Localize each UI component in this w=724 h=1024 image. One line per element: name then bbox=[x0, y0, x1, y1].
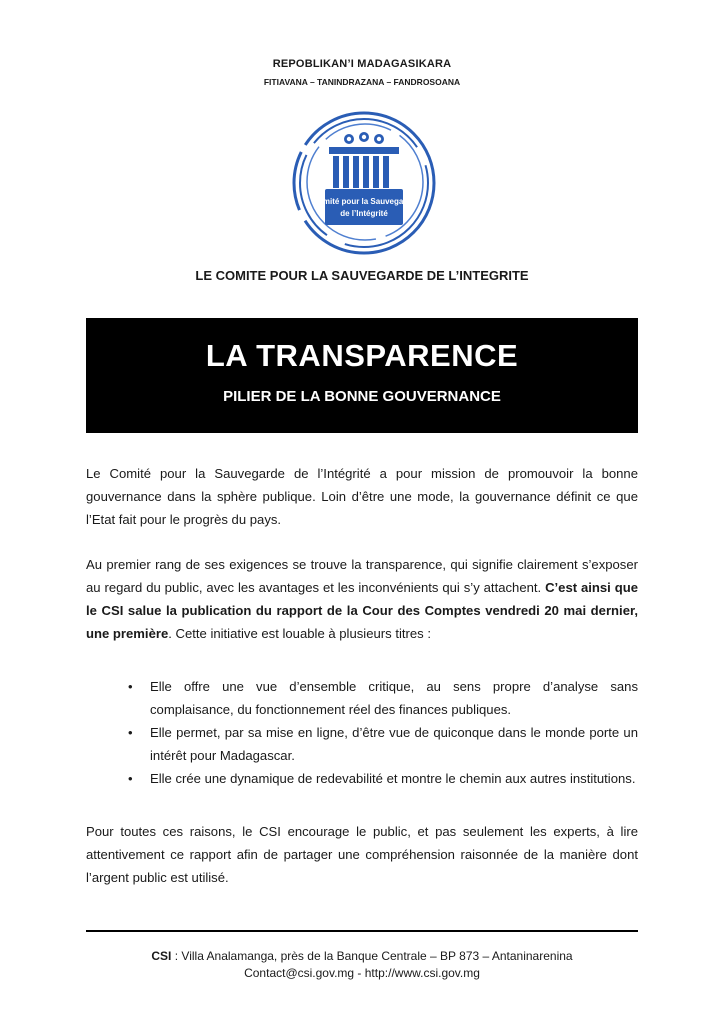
bullet-icon: • bbox=[128, 679, 133, 694]
footer-divider bbox=[86, 930, 638, 932]
country-name: REPOBLIKAN’I MADAGASIKARA bbox=[272, 58, 452, 70]
footer-address bbox=[0, 949, 724, 963]
footer-address-text: : Villa Analamanga, près de la Banque Centrale – BP 873 – Antaninarenina bbox=[171, 949, 573, 963]
document-title: LA TRANSPARENCE bbox=[205, 338, 519, 373]
paragraph-2-end: . Cette initiative est louable à plusieurs titres : bbox=[168, 626, 431, 641]
bullet-icon: • bbox=[128, 771, 133, 786]
csi-logo-icon bbox=[289, 108, 439, 258]
paragraph-3: Pour toutes ces raisons, le CSI encourage le public, et pas seulement les experts, à lire attentivement ce rapport afin de partager une compréhension raisonnée de la manière dont l’argent public est utilisé. bbox=[86, 824, 638, 885]
logo-text-line2: de l’Intégrité bbox=[340, 209, 388, 218]
list-item-text: Elle permet, par sa mise en ligne, d’être vue de quiconque dans le monde porte un intérêt pour Madagascar. bbox=[150, 725, 638, 763]
paragraph-1: Le Comité pour la Sauvegarde de l’Intégrité a pour mission de promouvoir la bonne gouvernance dans la sphère publique. Loin d’être une mode, la gouvernance définit ce que l’Etat fait pour le progrès du pays. bbox=[86, 466, 638, 527]
national-motto: FITIAVANA – TANINDRAZANA – FANDROSOANA bbox=[263, 77, 461, 87]
paragraph-2-bold: C’est ainsi que le CSI salue la publication du rapport de la Cour des Comptes vendredi 20 mai dernier, une première bbox=[86, 580, 638, 641]
footer-label: CSI bbox=[151, 949, 172, 963]
footer-contact[interactable]: Contact@csi.gov.mg - http://www.csi.gov.mg bbox=[244, 966, 480, 980]
bullet-icon: • bbox=[128, 725, 133, 740]
list-item bbox=[86, 767, 638, 790]
list-item bbox=[86, 675, 638, 721]
bullet-list bbox=[86, 675, 638, 790]
list-item-text: Elle offre une vue d’ensemble critique, au sens propre d’analyse sans complaisance, du fonctionnement réel des finances publiques. bbox=[150, 679, 638, 717]
paragraph-2 bbox=[86, 553, 638, 645]
document-subtitle: PILIER DE LA BONNE GOUVERNANCE bbox=[223, 388, 501, 405]
list-item bbox=[86, 721, 638, 767]
list-item-text: Elle crée une dynamique de redevabilité et montre le chemin aux autres institutions. bbox=[150, 771, 636, 786]
title-banner bbox=[86, 318, 638, 433]
paragraph-2-start: Au premier rang de ses exigences se trouve la transparence, qui signifie clairement s’exposer au regard du public, avec les avantages et les inconvénients qui s’y attachent. bbox=[86, 557, 638, 595]
organization-name: LE COMITE POUR LA SAUVEGARDE DE L’INTEGRITE bbox=[195, 268, 529, 283]
logo-text-line1: Comité pour la Sauvegarde bbox=[312, 197, 416, 206]
